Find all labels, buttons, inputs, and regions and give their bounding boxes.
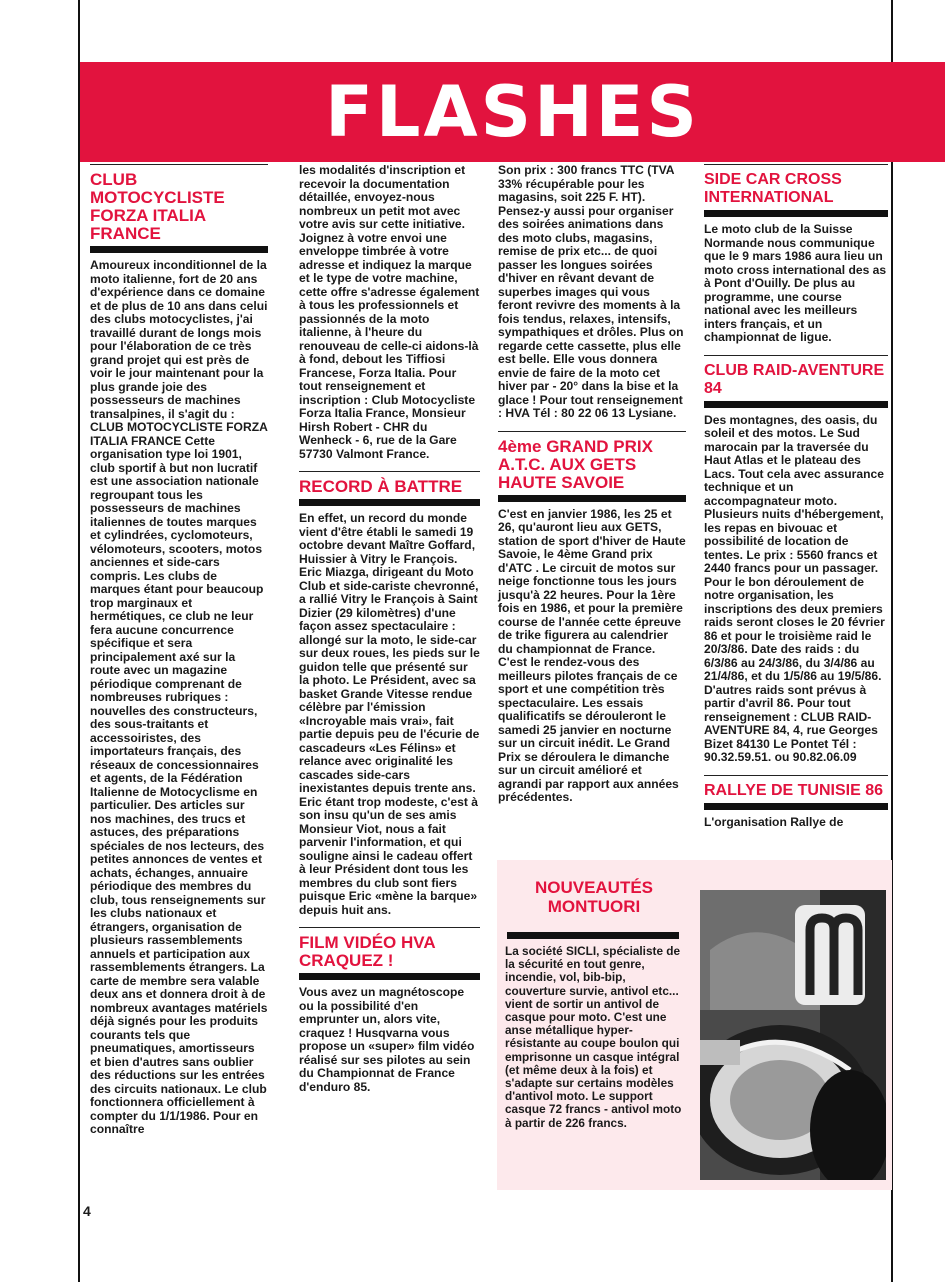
- article-grand-prix-atc: C'est en janvier 1986, les 25 et 26, qu'auront lieu aux GETS, station de sport d'hiver de Haute Savoie, le 4ème Grand prix d'ATC . Le circuit de motos sur neige fonctionne tous les jours jusqu'à 22 heures. Pour la 1ère fois en 1986, et pour la première course de l'année cette épreuve de trike figurera au calendrier du championnat de France. C'est le rendez-vous des meilleurs pilotes français de ce sport et une compétition très spectaculaire. Les essais qualificatifs se dérouleront le samedi 25 janvier en nocturne sur un circuit inédit. Le Grand Prix se déroulera le dimanche sur un circuit amélioré et agrandi par rapport aux années précédentes.: [498, 506, 686, 804]
- rule-thick: [507, 932, 679, 939]
- rule-thick: [704, 803, 888, 810]
- heading-rallye-tunisie: RALLYE DE TUNISIE 86: [704, 781, 884, 799]
- article-film-video-continued: Son prix : 300 francs TTC (TVA 33% récupérable pour les magasins, soit 225 F. HT). Pensez-y aussi pour organiser des soirées animations dans des moto clubs, magasins, remise de prix etc... de quoi passer les longues soirées d'hiver en rêvant devant de superbes images qui vous feront revivre des moments à la fois tendus, relaxes, intensifs, sympathiques et drôles. Plus on regarde cette cassette, plus elle est belle. Elle vous donnera envie de faire de la moto cet hiver par - 20° dans la bise et la glace ! Pour tout renseignement : HVA Tél : 80 22 06 13 Lysiane.: [498, 163, 684, 420]
- rule-thin: [299, 471, 480, 472]
- heading-club-forza-italia: CLUB MOTOCYCLISTE FORZA ITALIA FRANCE: [90, 170, 225, 243]
- article-forza-italia-continued: les modalités d'inscription et recevoir la documentation détaillée, envoyez-nous nombreux un petit mot avec votre avis sur cette initiative. Joignez à votre envoi une enveloppe timbrée à votre adresse et indiquez la marque et le type de votre machine, cette offre s'adresse également à tous les professionnels et passionnés de la moto italienne, à l'heure du renouveau de celle-ci aidons-là à fond, debout les Tiffiosi Francese, Forza Italia. Pour tout renseignement et inscription : Club Motocycliste Forza Italia France, Monsieur Hirsh Robert - CHR du Wenheck - 6, rue de la Gare 57730 Valmont France.: [299, 163, 480, 461]
- heading-film-video-hva: FILM VIDÉO HVA CRAQUEZ !: [299, 933, 435, 970]
- rule-thin: [704, 355, 888, 356]
- article-film-video-hva: Vous avez un magnétoscope ou la possibilité d'en emprunter un, alors vite, craquez ! Husqvarna vous propose un «super» film vidéo réalisé sur ses pilotes au sein du Championnat de France d'enduro 85.: [299, 985, 475, 1094]
- heading-record-a-battre: RECORD À BATTRE: [299, 477, 463, 496]
- article-side-car-cross: Le moto club de la Suisse Normande nous communique que le 9 mars 1986 aura lieu un moto cross international des as à Pont d'Ouilly. De plus au programme, une course national avec les meilleurs inters français, et un championnat de ligue.: [704, 222, 887, 344]
- heading-nouveautes-montuori: NOUVEAUTÉS MONTUORI: [534, 878, 654, 916]
- article-rallye-tunisie: L'organisation Rallye de: [704, 814, 844, 829]
- column-1: [90, 164, 268, 1137]
- rule-thick: [498, 495, 686, 502]
- page-edge-left: [78, 0, 80, 1282]
- page-number: 4: [83, 1203, 91, 1219]
- rule-thick: [704, 401, 888, 408]
- column-2: [299, 164, 480, 1094]
- helmet-lock-illustration: [700, 890, 886, 1180]
- article-raid-aventure: Des montagnes, des oasis, du soleil et des motos. Le Sud marocain par la traversée du Haut Atlas et le plateau des Lacs. Tout cela avec assurance technique et un accompagnateur moto. Plusieurs nuits d'hébergement, les repas en bivouac et possibilité de location de tentes. Le prix : 5560 francs et 2440 francs pour un passager. Pour le bon déroulement de notre organisation, les inscriptions des deux premiers raids seront closes le 20 février 86 et pour le troisième raid le 20/3/86. Date des raids : du 6/3/86 au 24/3/86, du 3/4/86 au 21/4/86, et du 1/5/86 au 19/5/86. D'autres raids sont prévus à partir d'avril 86. Pour tout renseignement : CLUB RAID-AVENTURE 84, 4, rue Georges Bizet 84130 Le Pontet Tél : 90.32.59.51. ou 90.82.06.09: [704, 412, 885, 764]
- column-4: [704, 164, 888, 829]
- helmet-lock-photo: [700, 890, 886, 1180]
- rule-thin: [498, 431, 686, 432]
- rule-thin: [704, 164, 888, 165]
- rule-thick: [299, 973, 480, 980]
- rule-thick: [90, 246, 268, 253]
- rule-thin: [299, 927, 480, 928]
- rule-thick: [704, 210, 888, 217]
- column-3: [498, 164, 686, 805]
- rule-thick: [299, 499, 480, 506]
- flashes-banner: [80, 62, 945, 162]
- heading-side-car-cross: SIDE CAR CROSS INTERNATIONAL: [704, 171, 842, 206]
- article-club-forza-italia: Amoureux inconditionnel de la moto italienne, fort de 20 ans d'expérience dans ce domaine et de plus de 10 ans dans celui des clubs motocyclistes, j'ai travaillé durant de longs mois pour l'élaboration de ce très grand projet qui est près de voir le jour maintenant pour la plus grande joie des possesseurs de machines transalpines, il s'agit du : CLUB MOTOCYCLISTE FORZA ITALIA FRANCE Cette organisation type loi 1901, club sportif à but non lucratif est une association nationale regroupant tous les possesseurs de machines italiennes de toutes marques et cylindrées, cyclomoteurs, vélomoteurs, scooters, motos anciennes et side-cars compris. Les clubs de marques étant pour beaucoup trop marginaux et hermétiques, ce club ne leur fera aucune concurrence spécifique et sera principalement axé sur la route avec un magazine périodique comprenant de nombreuses rubriques : nouvelles des constructeurs, des sous-traitants et accessoiristes, des importateurs français, des réseaux de concessionnaires et agents, de la Fédération Italienne de Motocyclisme en particulier. Des articles sur nos machines, des trucs et astuces, des préparations spéciales de nos lecteurs, des petites annonces de ventes et achats, échanges, annuaire périodique des membres du club, tous renseignements sur les clubs nationaux et étrangers, organisation de plusieurs rassemblements annuels et participation aux rassemblements étrangers. La carte de membre sera valable deux ans et donnera droit à de nombreux avantages matériels déjà signés pour les produits courants tels que pneumatiques, amortisseurs et bien d'autres sans oublier des réductions sur les entrées des circuits nationaux. Le club fonctionnera officiellement à compter du 1/1/1986. Pour en connaître: [90, 258, 268, 1136]
- rule-thin: [90, 164, 268, 165]
- article-nouveautes-montuori: La société SICLI, spécialiste de la sécurité en tout genre, incendie, vol, bib-bip, couverture survie, antivol etc... vient de sortir un antivol de casque pour moto. C'est une anse métallique hyper-résistante au coupe boulon qui emprisonne un casque intégral (et même deux à la fois) et s'adapte sur certains modèles d'antivol moto. Le support casque 72 francs - antivol moto à partir de 226 francs.: [505, 944, 682, 1130]
- heading-raid-aventure: CLUB RAID-AVENTURE 84: [704, 361, 885, 397]
- banner-title: FLASHES: [325, 71, 700, 153]
- rule-thin: [704, 775, 888, 776]
- article-record-a-battre: En effet, un record du monde vient d'être établi le samedi 19 octobre devant Maître Goffard, Huissier à Vitry le François. Eric Miazga, dirigeant du Moto Club et side-cariste chevronné, a rallié Vitry le François à Saint Dizier (29 kilomètres) d'une façon assez spectaculaire : allongé sur la moto, le side-car sur deux roues, les pieds sur le guidon telle que présenté sur la photo. Le Président, avec sa basket Grande Vitesse rendue célèbre par l'émission «Incroyable mais vrai», fait partie depuis peu de l'écurie de cascadeurs «Les Félins» et relance avec originalité les cascades side-cars inexistantes depuis trente ans. Eric étant trop modeste, c'est à son insu qu'un de ses amis Monsieur Viot, nous a fait parvenir l'information, et qui souligne ainsi le cadeau offert à leur Président dont tous les membres du club sont fiers puisque Eric «mène la barque» depuis huit ans.: [299, 511, 480, 917]
- heading-grand-prix-atc: 4ème GRAND PRIX A.T.C. AUX GETS HAUTE SAVOIE: [498, 436, 653, 492]
